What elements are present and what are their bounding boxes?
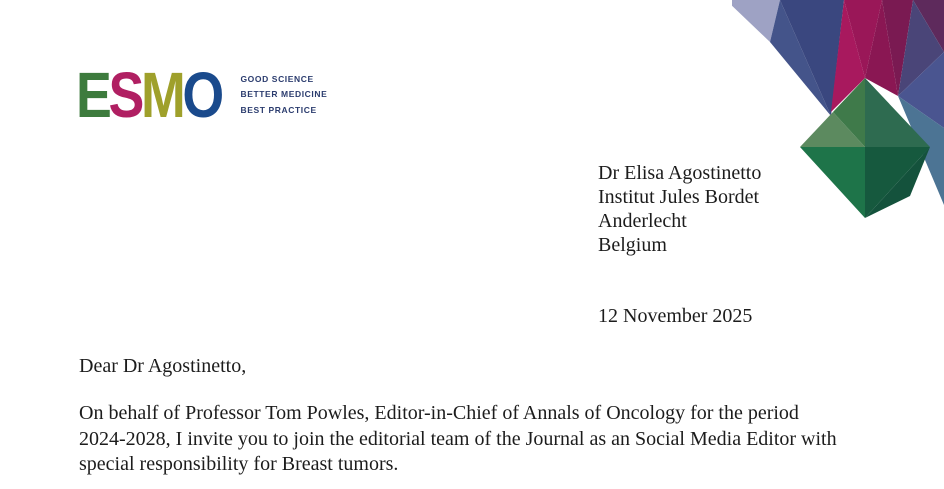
esmo-tagline-line: BETTER MEDICINE xyxy=(240,89,328,100)
recipient-address xyxy=(598,161,761,257)
letter-body-line: 2024-2028, I invite you to join the editorial team of the Journal as an Social Media Editor with xyxy=(79,427,837,450)
esmo-logo-tagline xyxy=(240,72,327,119)
esmo-logo-letter: E xyxy=(76,59,109,131)
recipient-address-line: Belgium xyxy=(598,234,667,256)
esmo-tagline-line: BEST PRACTICE xyxy=(240,104,317,115)
letter-body-line: special responsibility for Breast tumors. xyxy=(79,453,399,475)
esmo-logo-letters xyxy=(76,59,221,131)
esmo-logo xyxy=(76,59,328,131)
letter-date: 12 November 2025 xyxy=(598,305,753,327)
gem-decoration xyxy=(732,0,944,232)
esmo-tagline-line: GOOD SCIENCE xyxy=(240,73,314,84)
esmo-logo-letter: S xyxy=(108,59,141,131)
salutation: Dear Dr Agostinetto, xyxy=(79,355,247,377)
esmo-logo-letter: O xyxy=(182,59,221,131)
gem-facet xyxy=(800,147,865,218)
recipient-address-line: Anderlecht xyxy=(598,210,687,232)
letter-body-line: On behalf of Professor Tom Powles, Editor-in-Chief of Annals of Oncology for the period xyxy=(79,402,799,424)
esmo-logo-letter: M xyxy=(140,59,183,131)
letter-body xyxy=(79,401,837,478)
recipient-address-line: Institut Jules Bordet xyxy=(598,186,760,208)
recipient-address-line: Dr Elisa Agostinetto xyxy=(598,162,762,184)
